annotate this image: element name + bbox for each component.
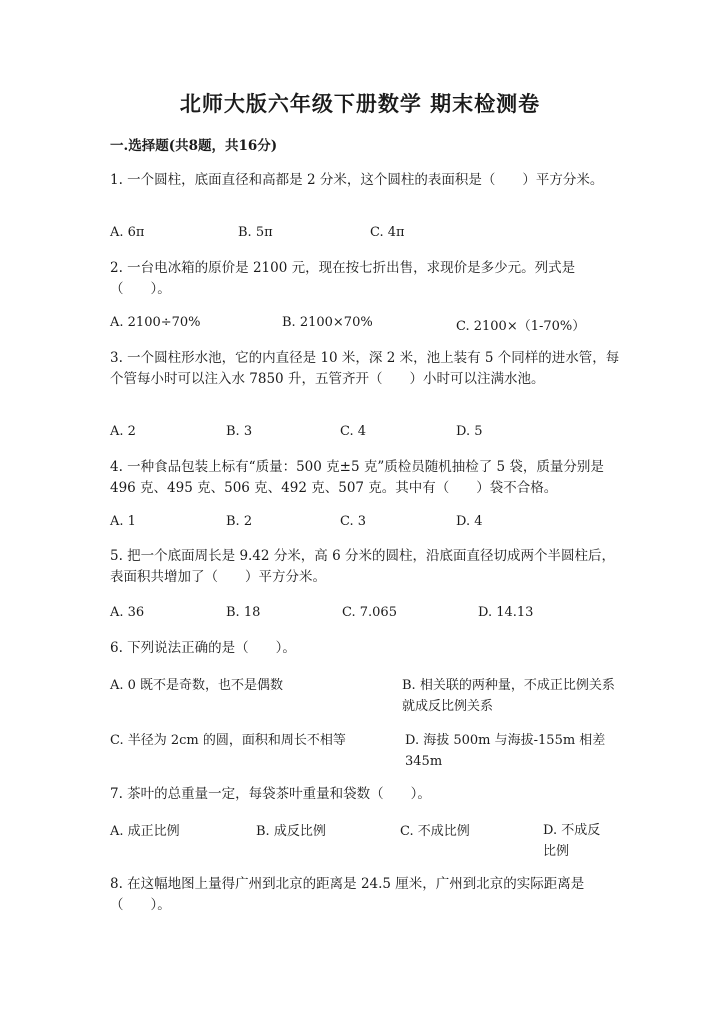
option-c: C. 4 <box>340 424 367 439</box>
question-5-options <box>110 605 620 627</box>
option-c: C. 2100×（1-70%） <box>456 319 586 334</box>
option-a: A. 1 <box>110 514 136 529</box>
option-d: D. 5 <box>456 424 483 439</box>
option-b: B. 成反比例 <box>256 824 326 839</box>
question-4-options <box>110 514 620 536</box>
question-2: 2. 一台电冰箱的原价是 2100 元，现在按七折出售，求现价是多少元。列式是（ ）。 <box>110 260 576 297</box>
question-1-options <box>110 225 620 247</box>
page-title: 北师大版六年级下册数学 期末检测卷 <box>179 91 541 116</box>
question-2-options <box>110 315 620 337</box>
option-a: A. 36 <box>110 605 145 620</box>
question-3-options <box>110 424 620 446</box>
option-d: D. 14.13 <box>478 605 534 620</box>
option-b: B. 18 <box>226 605 261 620</box>
question-5: 5. 把一个底面周长是 9.42 分米，高 6 分米的圆柱，沿底面直径切成两个半圆柱后，表面积共增加了（ ）平方分米。 <box>110 548 615 585</box>
option-c: C. 不成比例 <box>400 824 470 839</box>
question-1: 1. 一个圆柱，底面直径和高都是 2 分米，这个圆柱的表面积是（ ）平方分米。 <box>110 172 604 188</box>
question-4: 4. 一种食品包装上标有“质量：500 克±5 克”质检员随机抽检了 5 袋，质量分别是 496 克、495 克、506 克、492 克、507 克。其中有（ ）袋不合格。 <box>110 459 604 496</box>
option-c: C. 3 <box>340 514 367 529</box>
option-b: B. 2 <box>226 514 253 529</box>
section-heading: 一.选择题(共8题，共16分) <box>110 138 278 154</box>
option-b: B. 5π <box>238 225 273 240</box>
option-a: A. 2100÷70% <box>110 315 201 330</box>
option-d: D. 海拔 500m 与海拔-155m 相差 345m <box>405 733 606 769</box>
option-d: D. 不成反比例 <box>543 823 601 859</box>
question-7: 7. 茶叶的总重量一定，每袋茶叶重量和袋数（ ）。 <box>110 786 431 802</box>
option-a: A. 0 既不是奇数，也不是偶数 <box>110 678 284 693</box>
option-c: C. 7.065 <box>342 605 397 620</box>
option-b: B. 2100×70% <box>282 315 373 330</box>
option-b: B. 3 <box>226 424 253 439</box>
question-3: 3. 一个圆柱形水池，它的内直径是 10 米，深 2 米，池上装有 5 个同样的进水管，每个管每小时可以注入水 7850 升，五管齐开（ ）小时可以注满水池。 <box>110 350 620 387</box>
option-a: A. 2 <box>110 424 136 439</box>
question-8: 8. 在这幅地图上量得广州到北京的距离是 24.5 厘米，广州到北京的实际距离是（ ）。 <box>110 876 585 913</box>
option-c: C. 4π <box>370 225 405 240</box>
option-c: C. 半径为 2cm 的圆，面积和周长不相等 <box>110 733 346 748</box>
option-d: D. 4 <box>456 514 483 529</box>
option-a: A. 成正比例 <box>110 824 180 839</box>
question-6: 6. 下列说法正确的是（ ）。 <box>110 640 296 656</box>
option-b: B. 相关联的两种量，不成正比例关系就成反比例关系 <box>402 678 615 714</box>
option-a: A. 6π <box>110 225 145 240</box>
